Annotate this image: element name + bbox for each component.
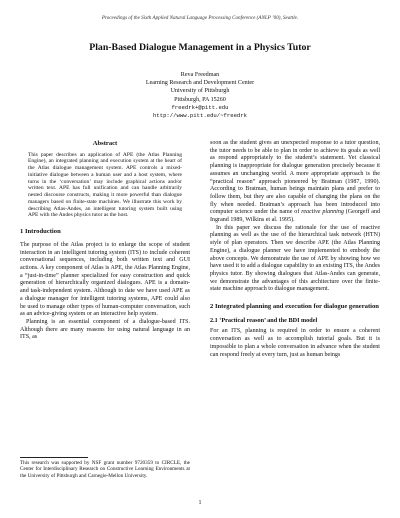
abstract-heading: Abstract <box>92 140 118 147</box>
section-1-paragraph-1: The purpose of the Atlas project is to enlarge the scope of student interaction in an intelligent tutoring system (ITS) to include coherent conversational sequences, including both written text and GUI actions. A key component of Atlas is APE, the Atlas Planning Engine, a “just-in-time” planner specialized for easy construction and quick generation of hierarchically organized dialogues. APE is a domain- and task-independent system. Although to date we have used APE as a dialogue manager for intelligent tutoring systems, APE could also be used to manage other types of human-computer conversation, such as an advice-giving system or an interactive help system. <box>20 241 190 318</box>
right-paragraph-1 <box>210 140 380 225</box>
right-paragraph-2: In this paper we discuss the rationale for the use of reactive planning as well as the use of the hierarchical task network (HTN) style of plan operators. Then we describe APE (the Atlas Planning Engine), a dialogue planner we have implemented to embody the above concepts. We demonstrate the use of APE by showing how we have used it to add a dialogue capability to an existing ITS, the Andes physics tutor. By showing dialogues that Atlas-Andes can generate, we demonstrate the advantages of this architecture over the finite-state machine approach to dialogue management. <box>210 224 380 293</box>
right-column <box>210 140 380 359</box>
footnote <box>20 460 190 479</box>
author-email: freedrk+@pitt.edu <box>171 103 229 111</box>
paper-title: Plan-Based Dialogue Management in a Physics Tutor <box>89 42 311 53</box>
proceedings-header: Proceedings of the Sixth Applied Natural Language Processing Conference (ANLP ’00), Seattle. <box>101 15 299 21</box>
right-paragraph-1-text: soon as the student gives an unexpected response to a tutor question, the tutor needs to be able to plan in order to achieve its goals as well as respond appropriately to the student’s statement. Yet classical planning is inappropriate for dialogue generation precisely because it assumes an unchanging world. A more appropriate approach is the “practical reason” approach pioneered by Bratman (1987, 1990). According to Bratman, human beings maintain plans and prefer to follow them, but they are also capable of changing the plans on the fly when needed. Bratman’s approach has been introduced into computer science under the name of <box>210 140 380 216</box>
author-affiliation-2: University of Pittsburgh <box>170 88 230 95</box>
page-number: 1 <box>198 500 202 506</box>
abstract-body <box>20 152 190 220</box>
author-url: http://www.pitt.edu/~freedrk <box>153 112 247 120</box>
section-2-heading: 2 Integrated planning and execution for dialogue generation <box>210 303 379 311</box>
abstract-text: This paper describes an application of APE (the Atlas Planning Engine), an integrated planning and execution system at the heart of the Atlas dialogue management system. APE controls a mixed-initiative dialogue between a human user and a host system, where turns in the ‘conversation’ may include graphical actions and/or written text. APE has full unification and can handle arbitrarily nested discourse constructs, making it more powerful than dialogue managers based on finite-state machines. We illustrate this work by describing Atlas-Andes, an intelligent tutoring system built using APE with the Andes physics tutor as the host. <box>28 151 182 219</box>
section-1-paragraph-2: Planning is an essential component of a dialogue-based ITS. Although there are many reasons for using natural language in an ITS, as <box>20 318 190 341</box>
reactive-planning-term: reactive planning <box>301 209 344 216</box>
section-1-heading: 1 Introduction <box>20 228 61 236</box>
author-affiliation-1: Learning Research and Development Center <box>145 80 255 87</box>
author-address: Pittsburgh, PA 15260 <box>174 96 226 103</box>
left-column <box>20 140 190 342</box>
author-name: Reva Freedman <box>180 72 220 78</box>
footnote-text: This research was supported by NSF grant number 9720359 to CIRCLE, the Center for Interdisciplinary Research on Constructive Learning Environments at the University of Pittsburgh and Carnegie-Mellon University. <box>20 460 190 479</box>
author-block <box>0 71 400 120</box>
subsection-2-1-paragraph: For an ITS, planning is required in order to ensure a coherent conversation as well as to accomplish tutorial goals. But it is impossible to plan a whole conversation in advance when the student can respond freely at every turn, just as human beings <box>210 328 380 358</box>
right-paragraph-1-end: (Georgeff and Ingrand 1989, Wilkins et al. 1995). <box>210 209 380 224</box>
footnote-divider <box>20 457 88 458</box>
subsection-2-1-heading: 2.1 ‘Practical reason’ and the BDI model <box>210 316 318 324</box>
